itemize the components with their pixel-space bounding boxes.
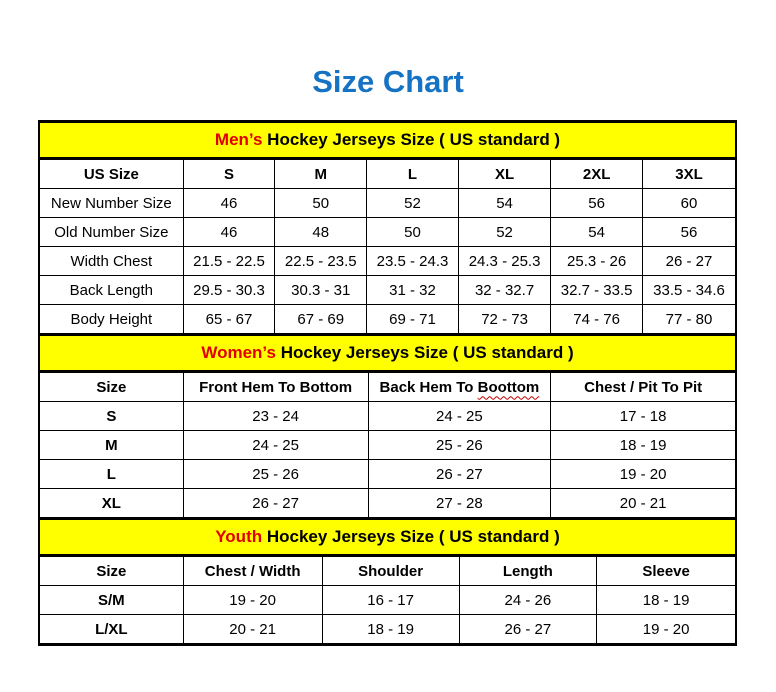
- value-cell: 26 - 27: [368, 460, 551, 489]
- section-heading-highlight: Men’s: [214, 130, 263, 149]
- table-row: [40, 305, 735, 334]
- value-cell: 24 - 26: [459, 586, 597, 615]
- value-cell: 18 - 19: [322, 615, 459, 644]
- value-cell: 26 - 27: [643, 247, 735, 276]
- column-header: US Size: [40, 160, 183, 189]
- table-row: [40, 402, 735, 431]
- value-cell: 74 - 76: [551, 305, 643, 334]
- value-cell: 22.5 - 23.5: [275, 247, 367, 276]
- value-cell: 30.3 - 31: [275, 276, 367, 305]
- value-cell: 16 - 17: [322, 586, 459, 615]
- row-label-cell: Old Number Size: [40, 218, 183, 247]
- header-row: [40, 373, 735, 402]
- row-label-cell: XL: [40, 489, 183, 518]
- value-cell: 56: [643, 218, 735, 247]
- value-cell: 52: [458, 218, 550, 247]
- row-label-cell: New Number Size: [40, 189, 183, 218]
- value-cell: 25 - 26: [368, 431, 551, 460]
- column-header: Chest / Width: [183, 557, 322, 586]
- section-heading-text: Hockey Jerseys Size ( US standard ): [275, 343, 574, 362]
- value-cell: 52: [367, 189, 459, 218]
- value-cell: 19 - 20: [597, 615, 735, 644]
- column-header: Front Hem To Bottom: [183, 373, 368, 402]
- table-row: [40, 276, 735, 305]
- value-cell: 60: [643, 189, 735, 218]
- value-cell: 50: [367, 218, 459, 247]
- table-row: [40, 586, 735, 615]
- value-cell: 25 - 26: [183, 460, 368, 489]
- value-cell: 17 - 18: [551, 402, 735, 431]
- value-cell: 54: [551, 218, 643, 247]
- row-label-cell: S: [40, 402, 183, 431]
- column-header: Size: [40, 557, 183, 586]
- column-header: M: [275, 160, 367, 189]
- value-cell: 54: [458, 189, 550, 218]
- section-heading-womens: [40, 334, 735, 372]
- row-label-cell: Back Length: [40, 276, 183, 305]
- mens-size-table: [40, 159, 735, 334]
- column-header: Back Hem To Boottom: [368, 373, 551, 402]
- value-cell: 32.7 - 33.5: [551, 276, 643, 305]
- size-chart-table: [38, 120, 737, 646]
- value-cell: 32 - 32.7: [458, 276, 550, 305]
- column-header: XL: [458, 160, 550, 189]
- spellcheck-squiggle-word: Boottom: [477, 378, 540, 396]
- column-header: Sleeve: [597, 557, 735, 586]
- section-heading-highlight: Women’s: [201, 343, 276, 362]
- value-cell: 77 - 80: [643, 305, 735, 334]
- header-row: [40, 160, 735, 189]
- value-cell: 23.5 - 24.3: [367, 247, 459, 276]
- value-cell: 24 - 25: [183, 431, 368, 460]
- column-header: Length: [459, 557, 597, 586]
- value-cell: 50: [275, 189, 367, 218]
- column-header: Chest / Pit To Pit: [551, 373, 735, 402]
- row-label-cell: L/XL: [40, 615, 183, 644]
- section-heading-highlight: Youth: [215, 527, 263, 546]
- section-heading-text: Hockey Jerseys Size ( US standard ): [262, 527, 560, 546]
- row-label-cell: Width Chest: [40, 247, 183, 276]
- value-cell: 26 - 27: [459, 615, 597, 644]
- value-cell: 24 - 25: [368, 402, 551, 431]
- value-cell: 31 - 32: [367, 276, 459, 305]
- column-header: Size: [40, 373, 183, 402]
- row-label-cell: L: [40, 460, 183, 489]
- section-heading-mens: [40, 123, 735, 159]
- section-heading-text: Hockey Jerseys Size ( US standard ): [262, 130, 561, 149]
- value-cell: 67 - 69: [275, 305, 367, 334]
- column-header: S: [183, 160, 275, 189]
- value-cell: 27 - 28: [368, 489, 551, 518]
- value-cell: 18 - 19: [551, 431, 735, 460]
- value-cell: 19 - 20: [551, 460, 735, 489]
- table-row: [40, 460, 735, 489]
- header-row: [40, 557, 735, 586]
- value-cell: 20 - 21: [551, 489, 735, 518]
- value-cell: 46: [183, 218, 275, 247]
- value-cell: 26 - 27: [183, 489, 368, 518]
- row-label-cell: M: [40, 431, 183, 460]
- row-label-cell: S/M: [40, 586, 183, 615]
- column-header: 2XL: [551, 160, 643, 189]
- youth-size-table: [40, 556, 735, 644]
- column-header: L: [367, 160, 459, 189]
- table-row: [40, 218, 735, 247]
- value-cell: 24.3 - 25.3: [458, 247, 550, 276]
- value-cell: 72 - 73: [458, 305, 550, 334]
- value-cell: 21.5 - 22.5: [183, 247, 275, 276]
- table-row: [40, 189, 735, 218]
- table-row: [40, 615, 735, 644]
- value-cell: 29.5 - 30.3: [183, 276, 275, 305]
- page-title: Size Chart: [312, 64, 464, 99]
- value-cell: 48: [275, 218, 367, 247]
- womens-size-table: [40, 372, 735, 518]
- value-cell: 69 - 71: [367, 305, 459, 334]
- row-label-cell: Body Height: [40, 305, 183, 334]
- column-header: 3XL: [643, 160, 735, 189]
- value-cell: 33.5 - 34.6: [643, 276, 735, 305]
- value-cell: 46: [183, 189, 275, 218]
- value-cell: 23 - 24: [183, 402, 368, 431]
- column-header: Shoulder: [322, 557, 459, 586]
- value-cell: 65 - 67: [183, 305, 275, 334]
- section-heading-youth: [40, 518, 735, 556]
- value-cell: 19 - 20: [183, 586, 322, 615]
- table-row: [40, 431, 735, 460]
- value-cell: 25.3 - 26: [551, 247, 643, 276]
- table-row: [40, 489, 735, 518]
- value-cell: 18 - 19: [597, 586, 735, 615]
- table-row: [40, 247, 735, 276]
- value-cell: 20 - 21: [183, 615, 322, 644]
- value-cell: 56: [551, 189, 643, 218]
